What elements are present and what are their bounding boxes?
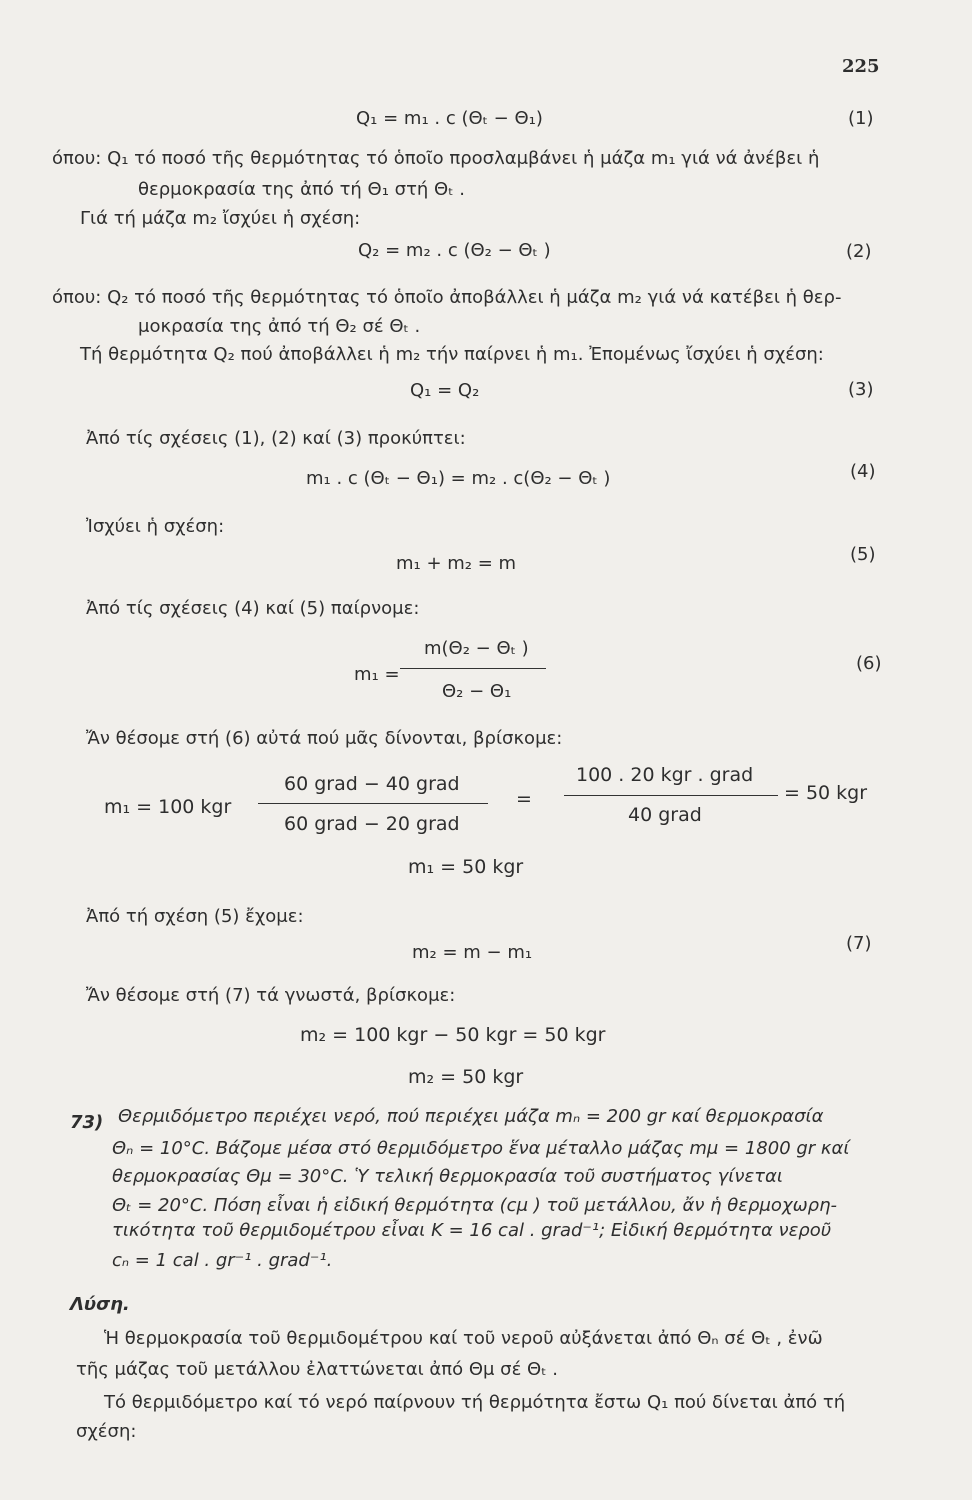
problem-line: Θₙ = 10°C. Βάζομε μέσα στό θερμιδόμετρο ἕνα μέταλλο μάζας mμ = 1800 gr καί [112,1138,850,1159]
solution-heading: Λύση. [70,1294,130,1315]
equation-6-denominator: Θ₂ − Θ₁ [442,681,512,702]
equation-7: m₂ = m − m₁ [412,942,533,963]
calc-result: = 50 kgr [784,782,868,804]
fraction-bar [400,668,546,669]
text-line: Τή θερμότητα Q₂ πού ἀποβάλλει ἡ m₂ τήν παίρνει ἡ m₁. Ἐπομένως ἴσχύει ἡ σχέση: [80,344,824,365]
text-line: θερμοκρασία της ἀπό τή Θ₁ στή Θₜ . [138,179,465,200]
problem-number: 73) [70,1112,104,1133]
problem-line: θερμοκρασίας Θμ = 30°C. Ὑ τελική θερμοκρασία τοῦ συστήματος γίνεται [112,1166,783,1187]
text-line: Ἡ θερμοκρασία τοῦ θερμιδομέτρου καί τοῦ νεροῦ αὐξάνεται ἀπό Θₙ σέ Θₜ , ἐνῶ [104,1328,823,1349]
calc-lhs: m₁ = 100 kgr [104,796,232,818]
problem-line: Θₜ = 20°C. Πόση εἶναι ἡ εἰδική θερμότητα (cμ ) τοῦ μετάλλου, ἄν ἡ θερμοχωρη- [112,1195,837,1216]
equation-number-6: (6) [856,653,882,674]
equation-3: Q₁ = Q₂ [410,380,480,401]
problem-line: cₙ = 1 cal . gr⁻¹ . grad⁻¹. [112,1250,333,1271]
text-line: Γιά τή μάζα m₂ ἴσχύει ἡ σχέση: [80,208,361,229]
text-line: σχέση: [76,1421,137,1442]
text-line: Ἄν θέσομε στή (7) τά γνωστά, βρίσκομε: [86,985,456,1006]
equation-number-1: (1) [848,108,874,129]
equation-4: m₁ . c (Θₜ − Θ₁) = m₂ . c(Θ₂ − Θₜ ) [306,468,611,489]
text-line: όπου: Q₁ τό ποσό τῆς θερμότητας τό ὁποῖο προσλαμβάνει ἡ μάζα m₁ γιά νά ἀνέβει ἡ [52,148,820,169]
text-line: τῆς μάζας τοῦ μετάλλου ἐλαττώνεται ἀπό Θμ σέ Θₜ . [76,1359,558,1380]
equation-2: Q₂ = m₂ . c (Θ₂ − Θₜ ) [358,240,551,261]
problem-line: τικότητα τοῦ θερμιδομέτρου εἶναι K = 16 cal . grad⁻¹; Εἰδική θερμότητα νεροῦ [112,1220,832,1241]
text-line: Ἄν θέσομε στή (6) αὐτά πού μᾶς δίνονται, βρίσκομε: [86,728,563,749]
text-line: Ἰσχύει ἡ σχέση: [86,516,225,537]
calc-fraction-1-denominator: 60 grad − 20 grad [284,813,460,835]
equation-6-numerator: m(Θ₂ − Θₜ ) [424,638,529,659]
result-m2: m₂ = 50 kgr [408,1066,524,1088]
equation-number-7: (7) [846,933,872,954]
calc-fraction-2-denominator: 40 grad [628,804,702,826]
page-number: 225 [842,56,880,77]
text-line: μοκρασία της ἀπό τή Θ₂ σέ Θₜ . [138,316,421,337]
text-line: Τό θερμιδόμετρο καί τό νερό παίρνουν τή θερμότητα ἔστω Q₁ πού δίνεται ἀπό τή [104,1392,846,1413]
equation-number-4: (4) [850,461,876,482]
text-line: Ἀπό τίς σχέσεις (4) καί (5) παίρνομε: [86,598,420,619]
equation-number-2: (2) [846,241,872,262]
calc-equals: = [516,788,532,810]
equation-number-5: (5) [850,544,876,565]
calc-fraction-1-numerator: 60 grad − 40 grad [284,773,460,795]
equation-6-lhs: m₁ = [354,664,400,685]
text-line: Ἀπό τίς σχέσεις (1), (2) καί (3) προκύπτει: [86,428,466,449]
fraction-bar [564,795,778,796]
result-m1: m₁ = 50 kgr [408,856,524,878]
text-line: Ἀπό τή σχέση (5) ἔχομε: [86,906,304,927]
text-line: όπου: Q₂ τό ποσό τῆς θερμότητας τό ὁποῖο ἀποβάλλει ἡ μάζα m₂ γιά νά κατέβει ἡ θερ- [52,287,842,308]
equation-number-3: (3) [848,379,874,400]
calc-fraction-2-numerator: 100 . 20 kgr . grad [576,764,754,786]
fraction-bar [258,803,488,804]
equation-5: m₁ + m₂ = m [396,553,517,574]
equation-1: Q₁ = m₁ . c (Θₜ − Θ₁) [356,108,543,129]
problem-line: Θερμιδόμετρο περιέχει νερό, πού περιέχει μάζα mₙ = 200 gr καί θερμοκρασία [118,1106,824,1127]
calc-m2: m₂ = 100 kgr − 50 kgr = 50 kgr [300,1024,606,1046]
